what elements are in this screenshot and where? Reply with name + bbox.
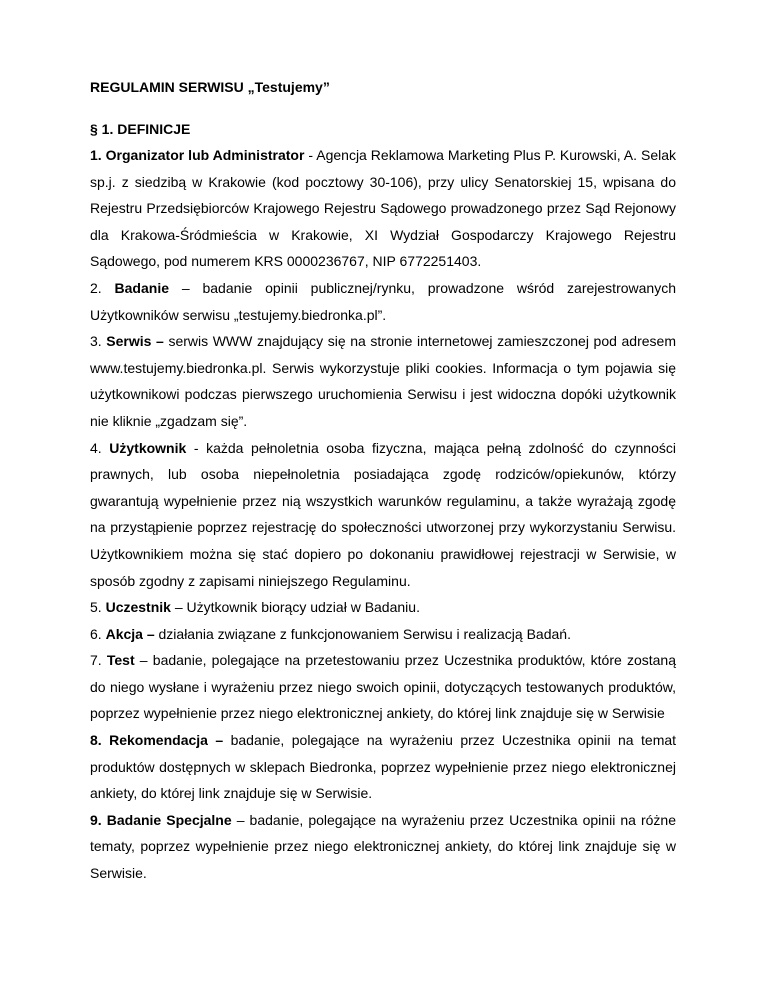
definition-number: 9. xyxy=(90,811,102,828)
definition-separator: - xyxy=(304,147,317,163)
definition-term: Badanie Specjalne xyxy=(106,811,232,828)
definition-term: Rekomendacja – xyxy=(109,732,224,749)
definition-text: badanie, polegające na wyrażeniu przez Uczestnika opinii na temat produktów dostępnych w sklepach Biedronka, poprzez wypełnienie przez niego elektronicznej ankiety, do której link znajduje się w Serwisie. xyxy=(90,732,677,802)
definition-number: 4. xyxy=(90,439,102,456)
definition-text: serwis WWW znajdujący się na stronie internetowej zamieszczonej pod adresem www.testujemy.biedronka.pl. Serwis wykorzystuje pliki cookies. Informacja o tym pojawia się użytkownikowi podczas pierwszego uruchomienia Serwisu i jest widoczna dopóki użytkownik nie kliknie „zgadzam się”. xyxy=(90,333,676,429)
definition-item xyxy=(90,594,676,621)
document-page xyxy=(90,74,676,887)
definition-term: Test xyxy=(106,652,135,669)
definition-separator: – xyxy=(134,652,153,669)
definition-term: Użytkownik xyxy=(109,439,187,456)
definition-separator: - xyxy=(186,439,207,456)
definition-text: Agencja Reklamowa Marketing Plus P. Kurowski, A. Selak sp.j. z siedzibą w Krakowie (kod pocztowy 30-106), przy ulicy Senatorskiej 15, wpisana do Rejestru Przedsiębiorców Krajowego Rejestru Sądowego prowadzonego przez Sąd Rejonowy dla Krakowa-Śródmieścia w Krakowie, XI Wydział Gospodarczy Krajowego Rejestru Sądowego, pod numerem KRS 0000236767, NIP 6772251403. xyxy=(90,147,677,270)
definition-text: badanie, polegające na wyrażeniu przez Uczestnika opinii na różne tematy, poprzez wypełnienie przez niego elektronicznej ankiety, do której link znajduje się w Serwisie. xyxy=(90,811,677,882)
definition-item xyxy=(90,647,676,727)
definition-term: Akcja – xyxy=(105,625,155,642)
definition-term: Badanie xyxy=(114,279,169,296)
definition-number: 2. xyxy=(90,279,102,296)
definition-text: badanie opinii publicznej/rynku, prowadzone wśród zarejestrowanych Użytkowników serwisu „testujemy.biedronka.pl”. xyxy=(90,279,676,323)
definition-text: Użytkownik biorący udział w Badaniu. xyxy=(186,599,420,616)
definition-separator: – xyxy=(231,811,250,828)
definition-number: 5. xyxy=(90,599,102,616)
definition-text: działania związane z funkcjonowaniem Serwisu i realizacją Badań. xyxy=(158,625,571,642)
definition-text: każda pełnoletnia osoba fizyczna, mająca pełną zdolność do czynności prawnych, lub osoba niepełnoletnia posiadająca zgodę rodziców/opiekunów, którzy gwarantują wypełnienie przez nią wszystkich warunków regulaminu, a także wyrażają zgodę na przystąpienie poprzez rejestrację do społeczności utworzonej przy wykorzystaniu Serwisu. Użytkownikiem można się stać dopiero po dokonaniu prawidłowej rejestracji w Serwisie, w sposób zgodny z zapisami niniejszego Regulaminu. xyxy=(90,439,676,589)
definition-item xyxy=(90,142,676,275)
definition-number: 1. xyxy=(90,147,102,163)
section-title: § 1. DEFINICJE xyxy=(90,121,191,137)
definition-number: 6. xyxy=(90,625,102,642)
definition-separator: – xyxy=(169,279,203,296)
definition-term: Organizator lub Administrator xyxy=(105,147,305,163)
definition-item xyxy=(90,807,676,887)
document-title: REGULAMIN SERWISU „Testujemy” xyxy=(90,79,330,95)
definition-term: Serwis – xyxy=(106,333,164,350)
definition-separator xyxy=(223,732,230,748)
definition-number: 8. xyxy=(90,732,102,749)
definition-text: badanie, polegające na przetestowaniu przez Uczestnika produktów, które zostaną do niego wysłane i wyrażeniu przez niego swoich opinii, dotyczących testowanych produktów, poprzez wypełnienie przez niego elektronicznej ankiety, do której link znajduje się w Serwisie xyxy=(90,652,676,722)
definition-item xyxy=(90,435,676,595)
definition-number: 7. xyxy=(90,652,102,669)
definition-term: Uczestnik xyxy=(105,599,171,616)
definition-number: 3. xyxy=(90,333,102,350)
definition-item xyxy=(90,328,676,434)
definition-item xyxy=(90,621,676,648)
definition-separator: – xyxy=(170,599,187,616)
definition-item xyxy=(90,727,676,807)
definition-item xyxy=(90,275,676,328)
